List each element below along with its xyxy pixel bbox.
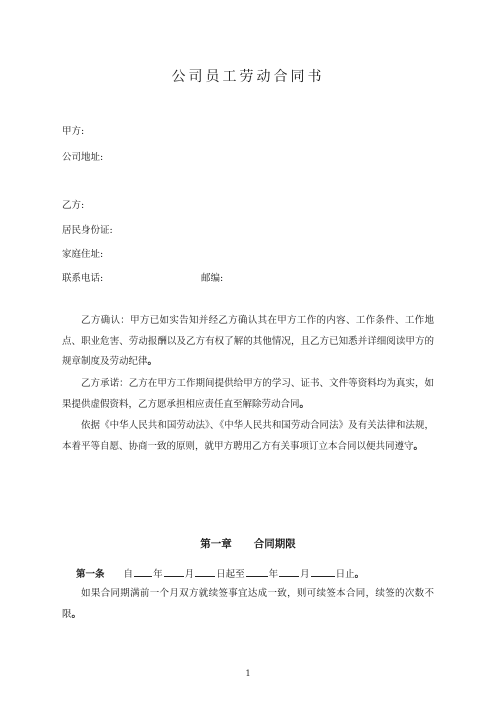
article-year-1: 年 [153, 569, 163, 580]
chapter-number: 第一章 [200, 538, 232, 550]
id-card-label: 居民身份证: [62, 225, 113, 236]
paragraph-end: 。 [147, 356, 158, 367]
renewal-paragraph [62, 584, 434, 625]
paragraph-text: 乙方承诺：乙方在甲方工作期间提供给甲方的学习、证书、文件等资料均为真实，如果提供虚假资料，乙方愿承担相应责任直至解除劳动合同 [62, 378, 434, 410]
article-month-2: 月 [300, 569, 310, 580]
blank-end-day[interactable] [311, 566, 335, 577]
chapter-title: 合同期限 [253, 538, 296, 550]
page-number: 1 [245, 669, 251, 678]
article-1 [76, 566, 364, 581]
legal-basis-paragraph [62, 416, 434, 457]
party-a-label: 甲方: [62, 126, 85, 137]
article-year-2: 年 [268, 569, 279, 580]
paragraph-text: 依据《中华人民共和国劳动法》、《中华人民共和国劳动合同法》及有关法律和法规，本着平等自愿、协商一致的原则，就甲方聘用乙方有关事项订立本合同以便共同遵守 [62, 420, 434, 452]
article-month-1: 月 [184, 569, 195, 580]
blank-end-year[interactable] [246, 566, 268, 577]
home-address-label: 家庭住址: [62, 249, 104, 260]
paragraph-end: 。 [299, 398, 310, 410]
postcode-label: 邮编: [201, 273, 224, 284]
confirmation-paragraph [62, 311, 434, 373]
article-day-1: 日起至 [216, 569, 245, 580]
blank-end-month[interactable] [279, 566, 299, 577]
paragraph-end: 。 [71, 608, 82, 620]
paragraph-text: 如果合同期满前一个月双方就续签事宜达成一致，则可续签本合同，续签的次数不限 [62, 588, 434, 620]
article-day-2: 日止 [335, 569, 355, 580]
blank-start-year[interactable] [134, 566, 152, 577]
phone-label: 联系电话: [62, 273, 104, 284]
article-end: 。 [354, 569, 365, 580]
page-title: 公司员工劳动合同书 [171, 69, 325, 85]
article-from: 自 [123, 569, 134, 580]
paragraph-text: 乙方确认：甲方已如实告知并经乙方确认其在甲方工作的内容、工作条件、工作地点、职业危害、劳动报酬以及乙方有权了解的其他情况，且乙方已知悉并详细阅读甲方的规章制度及劳动纪律 [62, 315, 434, 367]
chapter-heading [0, 536, 496, 551]
paragraph-end: 。 [413, 440, 424, 452]
party-b-label: 乙方: [62, 200, 85, 211]
blank-start-day[interactable] [195, 566, 215, 577]
blank-start-month[interactable] [164, 566, 184, 577]
commitment-paragraph [62, 374, 434, 415]
article-number: 第一条 [76, 569, 105, 580]
company-address-label: 公司地址: [62, 152, 104, 163]
